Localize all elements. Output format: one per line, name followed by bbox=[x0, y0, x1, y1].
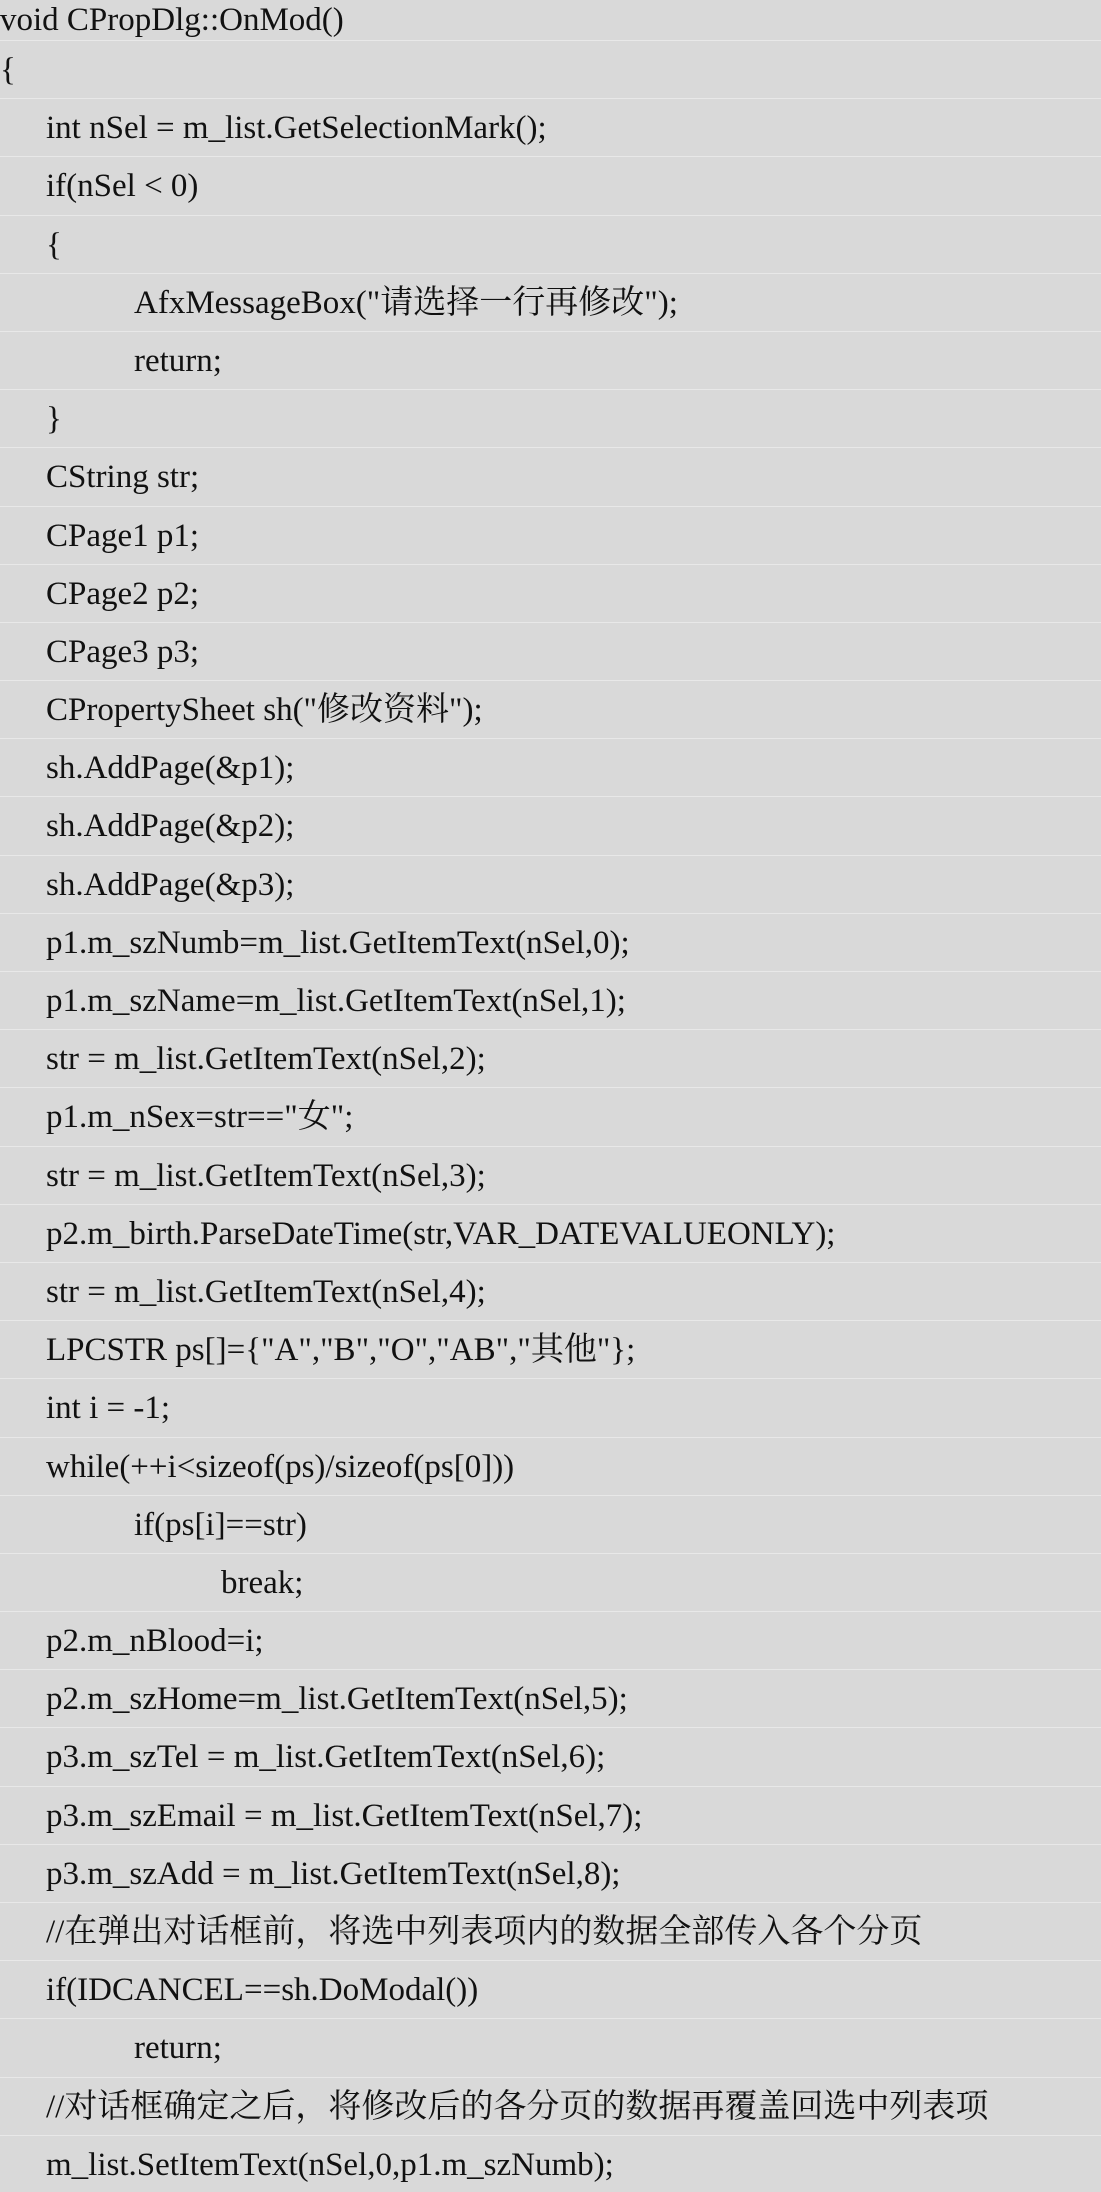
code-line: p1.m_szNumb=m_list.GetItemText(nSel,0); bbox=[0, 914, 1101, 972]
code-line: CPage3 p3; bbox=[0, 623, 1101, 681]
code-line: p2.m_szHome=m_list.GetItemText(nSel,5); bbox=[0, 1670, 1101, 1728]
code-line: m_list.SetItemText(nSel,0,p1.m_szNumb); bbox=[0, 2136, 1101, 2192]
code-line: sh.AddPage(&p2); bbox=[0, 797, 1101, 855]
code-line: p1.m_szName=m_list.GetItemText(nSel,1); bbox=[0, 972, 1101, 1030]
code-line: p2.m_nBlood=i; bbox=[0, 1612, 1101, 1670]
code-line: sh.AddPage(&p3); bbox=[0, 856, 1101, 914]
code-line: str = m_list.GetItemText(nSel,3); bbox=[0, 1147, 1101, 1205]
code-line: sh.AddPage(&p1); bbox=[0, 739, 1101, 797]
code-line: p1.m_nSex=str=="女"; bbox=[0, 1088, 1101, 1146]
code-line: p3.m_szEmail = m_list.GetItemText(nSel,7); bbox=[0, 1787, 1101, 1845]
code-line: void CPropDlg::OnMod() bbox=[0, 0, 1101, 41]
code-line: if(nSel < 0) bbox=[0, 157, 1101, 215]
code-line: p2.m_birth.ParseDateTime(str,VAR_DATEVALUEONLY); bbox=[0, 1205, 1101, 1263]
code-line: CPropertySheet sh("修改资料"); bbox=[0, 681, 1101, 739]
code-comment-line: //在弹出对话框前，将选中列表项内的数据全部传入各个分页 bbox=[0, 1903, 1101, 1961]
code-line: LPCSTR ps[]={"A","B","O","AB","其他"}; bbox=[0, 1321, 1101, 1379]
code-line: return; bbox=[0, 332, 1101, 390]
code-line: int nSel = m_list.GetSelectionMark(); bbox=[0, 99, 1101, 157]
code-line: p3.m_szTel = m_list.GetItemText(nSel,6); bbox=[0, 1728, 1101, 1786]
code-line: if(ps[i]==str) bbox=[0, 1496, 1101, 1554]
code-line: str = m_list.GetItemText(nSel,2); bbox=[0, 1030, 1101, 1088]
code-line: CPage1 p1; bbox=[0, 507, 1101, 565]
code-line: { bbox=[0, 216, 1101, 274]
code-line: AfxMessageBox("请选择一行再修改"); bbox=[0, 274, 1101, 332]
code-line: CString str; bbox=[0, 448, 1101, 506]
code-comment-line: //对话框确定之后，将修改后的各分页的数据再覆盖回选中列表项 bbox=[0, 2078, 1101, 2136]
code-line: return; bbox=[0, 2019, 1101, 2077]
code-line: p3.m_szAdd = m_list.GetItemText(nSel,8); bbox=[0, 1845, 1101, 1903]
code-line: break; bbox=[0, 1554, 1101, 1612]
code-line: { bbox=[0, 41, 1101, 99]
code-line: if(IDCANCEL==sh.DoModal()) bbox=[0, 1961, 1101, 2019]
code-line: str = m_list.GetItemText(nSel,4); bbox=[0, 1263, 1101, 1321]
code-line: CPage2 p2; bbox=[0, 565, 1101, 623]
code-line: int i = -1; bbox=[0, 1379, 1101, 1437]
code-line: } bbox=[0, 390, 1101, 448]
code-line: while(++i<sizeof(ps)/sizeof(ps[0])) bbox=[0, 1438, 1101, 1496]
